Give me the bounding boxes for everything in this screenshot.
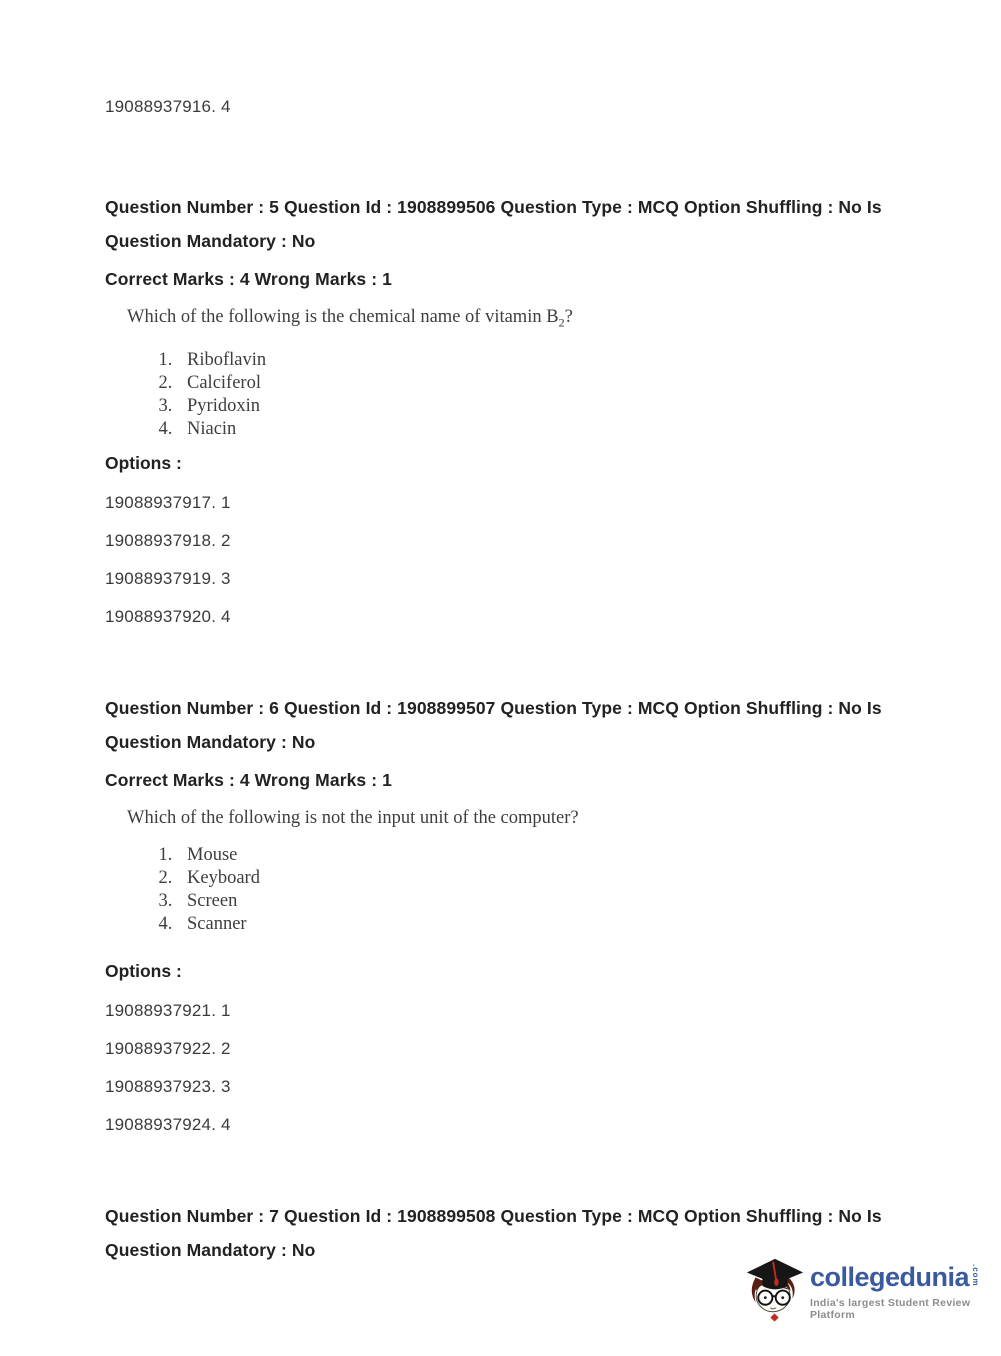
- collegedunia-logo: [744, 1252, 1000, 1322]
- question-header: Question Number : 7 Question Id : 1908899508 Question Type : MCQ Option Shuffling : No Is: [105, 1205, 882, 1226]
- prompt-suffix: ?: [564, 307, 573, 327]
- choice-item: 1. Riboflavin: [177, 349, 941, 372]
- question-mandatory: Question Mandatory : No: [105, 231, 316, 251]
- choice-item: 3. Pyridoxin: [177, 395, 941, 418]
- question-block-6: [105, 691, 941, 1133]
- question-prompt: [127, 807, 941, 829]
- question-header: Question Number : 5 Question Id : 1908899506 Question Type : MCQ Option Shuffling : No Is: [105, 197, 882, 217]
- question-meta: [105, 691, 941, 797]
- choice-item: 4. Niacin: [177, 418, 941, 441]
- option-id-line: 19088937916. 4: [105, 97, 231, 116]
- question-marks: Correct Marks : 4 Wrong Marks : 1: [105, 269, 392, 289]
- question-prompt: [127, 306, 941, 334]
- option-id-line: 19088937923. 3: [105, 1076, 231, 1096]
- question-body: [127, 306, 941, 441]
- option-id-line: 19088937924. 4: [105, 1114, 231, 1134]
- choice-item: 3. Screen: [177, 890, 941, 913]
- options-label: Options :: [105, 960, 182, 981]
- prompt-text: Which of the following is the chemical name of vitamin B: [127, 307, 559, 327]
- question-meta: [105, 190, 941, 296]
- option-id-line: 19088937922. 2: [105, 1038, 231, 1058]
- choice-list: [155, 349, 941, 441]
- question-block-5: [105, 190, 941, 625]
- brand-wordmark: collegedunia: [810, 1262, 970, 1292]
- collegedunia-mascot-icon: [744, 1252, 806, 1322]
- choice-item: 2. Calciferol: [177, 372, 941, 395]
- brand-suffix: .com: [971, 1264, 981, 1287]
- option-id-list: [105, 494, 941, 625]
- question-header: Question Number : 6 Question Id : 1908899507 Question Type : MCQ Option Shuffling : No Is: [105, 697, 882, 718]
- brand-tagline: India's largest Student Review Platform: [810, 1297, 971, 1321]
- prompt-subscript: 2: [558, 315, 565, 330]
- question-marks: Correct Marks : 4 Wrong Marks : 1: [105, 769, 392, 790]
- prompt-text: Which of the following is not the input unit of the computer?: [127, 807, 579, 828]
- option-id-line: 19088937918. 2: [105, 530, 231, 550]
- choice-item: 2. Keyboard: [177, 867, 941, 890]
- question-body: [127, 807, 941, 936]
- question-mandatory: Question Mandatory : No: [105, 731, 316, 752]
- option-id-line: 19088937917. 1: [105, 492, 231, 512]
- options-label: Options :: [105, 452, 182, 473]
- choice-list: [155, 844, 941, 936]
- option-id-line: 19088937920. 4: [105, 606, 231, 626]
- choice-item: 1. Mouse: [177, 844, 941, 867]
- question-mandatory: Question Mandatory : No: [105, 1239, 316, 1260]
- choice-item: 4. Scanner: [177, 913, 941, 936]
- option-id-line: 19088937919. 3: [105, 568, 231, 588]
- option-id-list: [105, 1002, 941, 1133]
- logo-text: [810, 1252, 1000, 1321]
- option-id-line: 19088937921. 1: [105, 1000, 231, 1020]
